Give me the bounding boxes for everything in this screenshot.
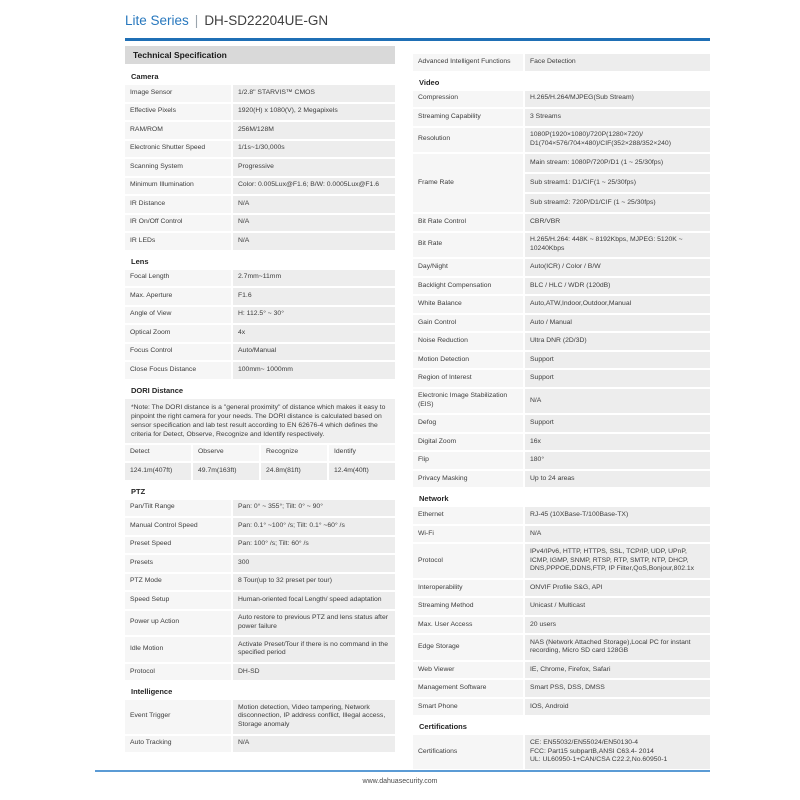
spec-row (413, 109, 710, 126)
spec-label: Idle Motion (125, 637, 231, 662)
spec-label: Focal Length (125, 270, 231, 287)
dori-value-cell: 24.8m(81ft) (261, 463, 327, 480)
spec-row (125, 288, 395, 305)
spec-label: Power up Action (125, 611, 231, 636)
series-label: Lite Series (125, 13, 189, 28)
section-title: PTZ (131, 486, 146, 496)
dori-value-cell: 49.7m(163ft) (193, 463, 259, 480)
spec-value-line: CE: EN55032/EN55024/EN50130-4 (530, 738, 639, 746)
spec-row (413, 452, 710, 469)
spec-row (413, 434, 710, 451)
right-column-tables (413, 54, 710, 771)
spec-row (413, 296, 710, 313)
spec-label: Preset Speed (125, 537, 231, 554)
spec-label: White Balance (413, 296, 523, 313)
spec-row (125, 178, 395, 195)
spec-label: Day/Night (413, 259, 523, 276)
spec-row (125, 664, 395, 681)
spec-label: Resolution (413, 128, 523, 153)
spec-value: Auto,ATW,Indoor,Outdoor,Manual (525, 296, 710, 313)
spec-row (413, 598, 710, 615)
spec-label: Ethernet (413, 507, 523, 524)
spec-label: Frame Rate (413, 154, 523, 212)
spec-label: PTZ Mode (125, 574, 231, 591)
footer-rule (95, 770, 710, 772)
spec-row (413, 580, 710, 597)
spec-label: Electronic Shutter Speed (125, 141, 231, 158)
dori-note: *Note: The DORI distance is a "general proximity" of distance which makes it easy to pinpoint the right camera for your needs. The DORI distance is calculated based on sensor specification and lab test result according to EN 62676-4 which defines the criteria for Detect, Observe, Recognize and Identify respectively. (125, 399, 395, 443)
spec-row (413, 635, 710, 660)
spec-value: Auto(ICR) / Color / B/W (525, 259, 710, 276)
spec-value: NAS (Network Attached Storage),Local PC for instant recording, Micro SD card 128GB (525, 635, 710, 660)
spec-row (413, 352, 710, 369)
spec-row (125, 270, 395, 287)
spec-row (413, 315, 710, 332)
spec-label: Gain Control (413, 315, 523, 332)
spec-value: N/A (233, 233, 395, 250)
spec-value: 2.7mm~11mm (233, 270, 395, 287)
section-title: Video (419, 77, 440, 87)
spec-value: IOS, Android (525, 699, 710, 716)
spec-row (413, 735, 710, 768)
spec-value: Progressive (233, 159, 395, 176)
spec-row (413, 54, 710, 71)
section-title: Certifications (419, 722, 467, 732)
spec-label: Bit Rate Control (413, 214, 523, 231)
spec-value: Face Detection (525, 54, 710, 71)
spec-value: N/A (233, 196, 395, 213)
spec-value-line: UL: UL60950-1+CAN/CSA C22.2,No.60950-1 (530, 756, 668, 764)
spec-value: DH-SD (233, 664, 395, 681)
spec-value: Human-oriented focal Length/ speed adaptation (233, 592, 395, 609)
spec-row (413, 544, 710, 577)
spec-row (125, 122, 395, 139)
datasheet-page (125, 12, 710, 771)
spec-row (413, 699, 710, 716)
spec-value: H.265/H.264/MJPEG(Sub Stream) (525, 91, 710, 108)
spec-value: 16x (525, 434, 710, 451)
spec-value: Auto restore to previous PTZ and lens status after power failure (233, 611, 395, 636)
spec-label: Optical Zoom (125, 325, 231, 342)
dori-header-cell: Recognize (261, 445, 327, 462)
spec-value: 20 users (525, 617, 710, 634)
spec-label: Privacy Masking (413, 471, 523, 488)
spec-row (125, 159, 395, 176)
spec-row (413, 259, 710, 276)
spec-label: Smart Phone (413, 699, 523, 716)
spec-value: 8 Tour(up to 32 preset per tour) (233, 574, 395, 591)
section-title: Network (419, 494, 449, 504)
title-rule (125, 38, 710, 41)
spec-row (413, 526, 710, 543)
spec-row (413, 415, 710, 432)
footer-url: www.dahuasecurity.com (362, 778, 438, 785)
spec-value: 256M/128M (233, 122, 395, 139)
spec-value: CBR/VBR (525, 214, 710, 231)
spec-value: N/A (525, 389, 710, 414)
spec-label: Max. User Access (413, 617, 523, 634)
spec-label: Backlight Compensation (413, 278, 523, 295)
spec-row (125, 307, 395, 324)
spec-label: Event Trigger (125, 700, 231, 733)
spec-label: Management Software (413, 680, 523, 697)
spec-label: Compression (413, 91, 523, 108)
spec-column-left (125, 46, 395, 754)
spec-label: Interoperability (413, 580, 523, 597)
spec-value: H: 112.5° ~ 30° (233, 307, 395, 324)
dori-value-cell: 124.1m(407ft) (125, 463, 191, 480)
dori-header-cell: Observe (193, 445, 259, 462)
spec-row (125, 85, 395, 102)
spec-value (525, 735, 710, 768)
spec-row (125, 215, 395, 232)
spec-label: Motion Detection (413, 352, 523, 369)
section-title: Lens (131, 256, 149, 266)
spec-value: Unicast / Multicast (525, 598, 710, 615)
spec-row (125, 325, 395, 342)
spec-value: Auto / Manual (525, 315, 710, 332)
spec-value: 300 (233, 555, 395, 572)
spec-label: Advanced Intelligent Functions (413, 54, 523, 71)
spec-label: Streaming Method (413, 598, 523, 615)
spec-label: Max. Aperture (125, 288, 231, 305)
spec-label: Protocol (413, 544, 523, 577)
spec-row (125, 141, 395, 158)
technical-specification-bar: Technical Specification (125, 46, 395, 64)
spec-label: Speed Setup (125, 592, 231, 609)
title-separator: | (194, 13, 199, 28)
spec-value: 1920(H) x 1080(V), 2 Megapixels (233, 104, 395, 121)
section-title: Intelligence (131, 687, 173, 697)
spec-row (125, 555, 395, 572)
spec-row (413, 233, 710, 258)
spec-value: H.265/H.264: 448K ~ 8192Kbps, MJPEG: 5120K ~ 10240Kbps (525, 233, 710, 258)
spec-row (125, 637, 395, 662)
spec-value: Motion detection, Video tampering, Network disconnection, IP address conflict, Illegal access, Storage anomaly (233, 700, 395, 733)
spec-value: 1080P(1920×1080)/720P(1280×720)/ D1(704×576/704×480)/CIF(352×288/352×240) (525, 128, 710, 153)
page-title (125, 12, 710, 30)
spec-row (413, 471, 710, 488)
model-label: DH-SD22204UE-GN (204, 13, 329, 28)
spec-value: 100mm~ 1000mm (233, 362, 395, 379)
spec-label: Effective Pixels (125, 104, 231, 121)
spec-value: Up to 24 areas (525, 471, 710, 488)
spec-label: Edge Storage (413, 635, 523, 660)
spec-value: 180° (525, 452, 710, 469)
spec-row (125, 574, 395, 591)
spec-label: Angle of View (125, 307, 231, 324)
spec-value: Pan: 100° /s; Tilt: 60° /s (233, 537, 395, 554)
spec-row (125, 592, 395, 609)
spec-value: Support (525, 352, 710, 369)
spec-row (413, 278, 710, 295)
spec-label: Electronic Image Stabilization (EIS) (413, 389, 523, 414)
spec-label: Bit Rate (413, 233, 523, 258)
spec-row (413, 662, 710, 679)
spec-value: Main stream: 1080P/720P/D1 (1 ~ 25/30fps) (525, 154, 710, 172)
spec-label: Certifications (413, 735, 523, 768)
spec-label: Auto Tracking (125, 736, 231, 753)
spec-value: 1/2.8" STARVIS™ CMOS (233, 85, 395, 102)
spec-label: Digital Zoom (413, 434, 523, 451)
spec-value: N/A (233, 215, 395, 232)
spec-label: Scanning System (125, 159, 231, 176)
spec-label: Presets (125, 555, 231, 572)
spec-value: F1.6 (233, 288, 395, 305)
spec-label: Streaming Capability (413, 109, 523, 126)
spec-label: Image Sensor (125, 85, 231, 102)
dori-value-cell: 12.4m(40ft) (329, 463, 395, 480)
spec-label: Wi-Fi (413, 526, 523, 543)
spec-value: Pan: 0.1° ~100° /s; Tilt: 0.1° ~60° /s (233, 518, 395, 535)
spec-label: Noise Reduction (413, 333, 523, 350)
spec-value: IE, Chrome, Firefox, Safari (525, 662, 710, 679)
spec-value: 4x (233, 325, 395, 342)
spec-value-line: FCC: Part15 subpartB,ANSI C63.4- 2014 (530, 747, 654, 755)
spec-value: Support (525, 370, 710, 387)
spec-value: Support (525, 415, 710, 432)
spec-row (413, 333, 710, 350)
spec-label: Defog (413, 415, 523, 432)
dori-header-row (125, 445, 395, 462)
spec-label: Minimum Illumination (125, 178, 231, 195)
left-column-tables (125, 67, 395, 754)
spec-row (413, 154, 710, 212)
spec-value: ONVIF Profile S&G, API (525, 580, 710, 597)
spec-row (413, 128, 710, 153)
spec-row (125, 518, 395, 535)
spec-label: Pan/Tilt Range (125, 500, 231, 517)
section-title: Camera (131, 72, 159, 81)
spec-value: Pan: 0° ~ 355°; Tilt: 0° ~ 90° (233, 500, 395, 517)
spec-row (413, 617, 710, 634)
spec-value: BLC / HLC / WDR (120dB) (525, 278, 710, 295)
spec-label: IR Distance (125, 196, 231, 213)
spec-value-stack (525, 154, 710, 212)
spec-row (125, 700, 395, 733)
spec-value: Sub stream1: D1/CIF(1 ~ 25/30fps) (525, 174, 710, 192)
spec-row (125, 362, 395, 379)
spec-row (413, 389, 710, 414)
spec-value: N/A (525, 526, 710, 543)
spec-row (125, 611, 395, 636)
spec-row (413, 507, 710, 524)
spec-row (125, 233, 395, 250)
spec-value: N/A (233, 736, 395, 753)
spec-row (125, 104, 395, 121)
spec-value: Smart PSS, DSS, DMSS (525, 680, 710, 697)
spec-label: IR LEDs (125, 233, 231, 250)
spec-value: 1/1s~1/30,000s (233, 141, 395, 158)
section-title: DORI Distance (131, 385, 184, 395)
spec-row (413, 91, 710, 108)
spec-value: Color: 0.005Lux@F1.6; B/W: 0.0005Lux@F1.6 (233, 178, 395, 195)
spec-columns (125, 46, 710, 771)
spec-row (413, 680, 710, 697)
spec-value: 3 Streams (525, 109, 710, 126)
spec-label: Manual Control Speed (125, 518, 231, 535)
spec-value: Ultra DNR (2D/3D) (525, 333, 710, 350)
spec-row (125, 344, 395, 361)
spec-label: Web Viewer (413, 662, 523, 679)
spec-row (125, 736, 395, 753)
spec-label: Region of Interest (413, 370, 523, 387)
spec-label: Protocol (125, 664, 231, 681)
dori-header-cell: Identify (329, 445, 395, 462)
spec-column-right (413, 46, 710, 771)
dori-value-row (125, 463, 395, 480)
spec-value: IPv4/IPv6, HTTP, HTTPS, SSL, TCP/IP, UDP, UPnP, ICMP, IGMP, SNMP, RTSP, RTP, SMTP, NTP, DHCP, DNS,PPPOE,DDNS,FTP, IP Filter,QoS,Bonjour,802.1x (525, 544, 710, 577)
spec-row (413, 214, 710, 231)
spec-row (413, 370, 710, 387)
spec-value: RJ-45 (10XBase-T/100Base-TX) (525, 507, 710, 524)
dori-header-cell: Detect (125, 445, 191, 462)
spec-value: Sub stream2: 720P/D1/CIF (1 ~ 25/30fps) (525, 194, 710, 212)
spec-row (125, 537, 395, 554)
spec-label: RAM/ROM (125, 122, 231, 139)
spec-label: IR On/Off Control (125, 215, 231, 232)
spec-value: Auto/Manual (233, 344, 395, 361)
spec-row (125, 500, 395, 517)
spec-label: Focus Control (125, 344, 231, 361)
spec-label: Close Focus Distance (125, 362, 231, 379)
spec-label: Flip (413, 452, 523, 469)
spec-value: Activate Preset/Tour if there is no command in the specified period (233, 637, 395, 662)
spec-row (125, 196, 395, 213)
